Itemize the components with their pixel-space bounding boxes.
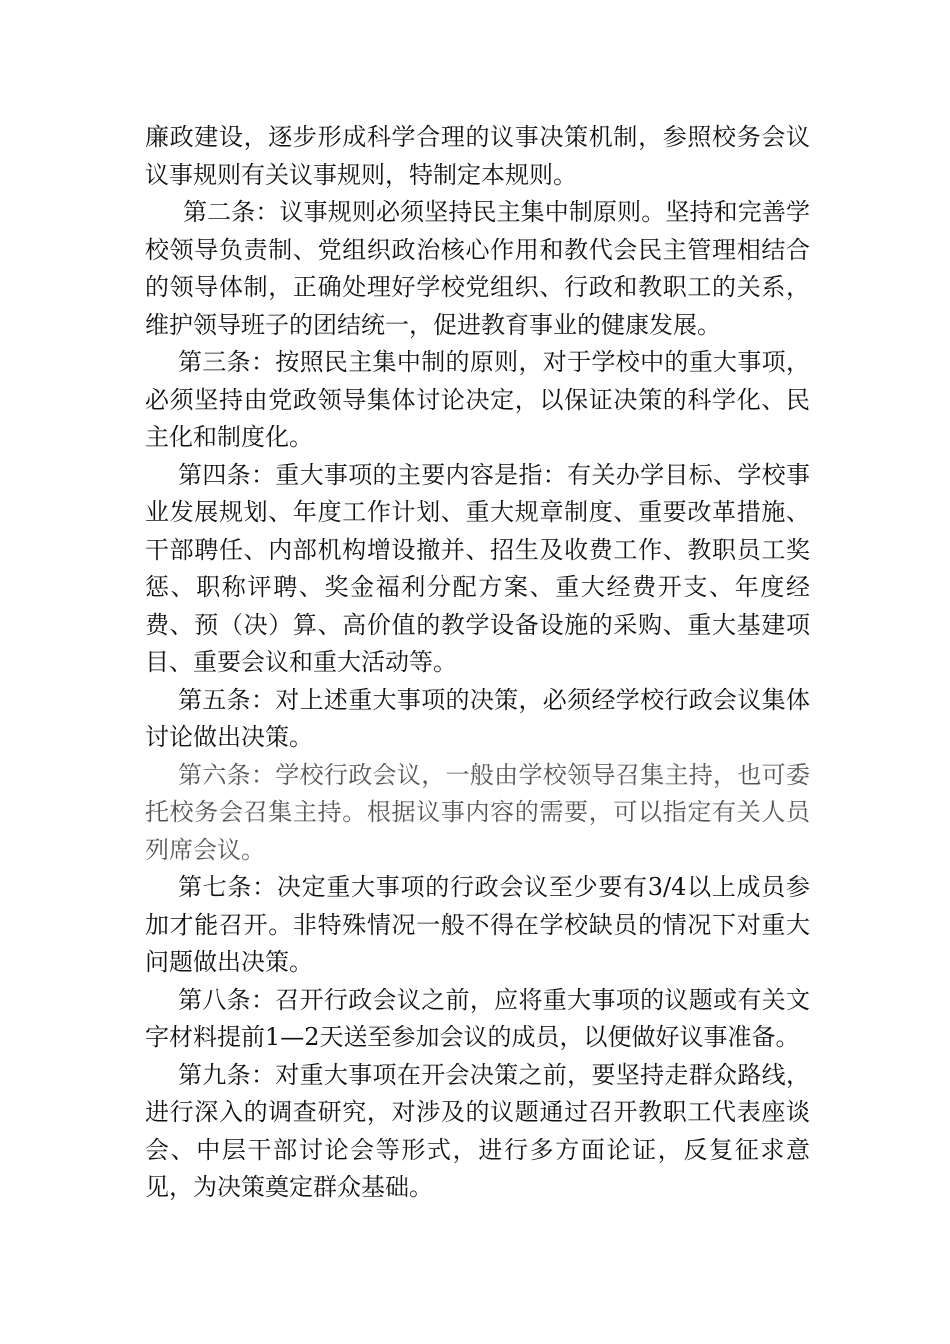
paragraph-article-4: 第四条：重大事项的主要内容是指：有关办学目标、学校事业发展规划、年度工作计划、重大规章制度、重要改革措施、干部聘任、内部机构增设撤并、招生及收费工作、教职员工奖惩、职称评聘、奖金福利分配方案、重大经费开支、年度经费、预（决）算、高价值的教学设备设施的采购、重大基建项目、重要会议和重大活动等。 xyxy=(145,460,810,676)
paragraph-article-3: 第三条：按照民主集中制的原则，对于学校中的重大事项，必须坚持由党政领导集体讨论决定，以保证决策的科学化、民主化和制度化。 xyxy=(145,348,810,451)
paragraph-article-8: 第八条：召开行政会议之前，应将重大事项的议题或有关文字材料提前1—2天送至参加会议的成员，以便做好议事准备。 xyxy=(145,985,810,1051)
paragraph-article-9: 第九条：对重大事项在开会决策之前，要坚持走群众路线，进行深入的调查研究，对涉及的议题通过召开教职工代表座谈会、中层干部讨论会等形式，进行多方面论证，反复征求意见，为决策奠定群众基础。 xyxy=(145,1060,810,1201)
paragraph-article-5: 第五条：对上述重大事项的决策，必须经学校行政会议集体讨论做出决策。 xyxy=(145,685,810,751)
document-page xyxy=(145,119,810,1207)
paragraph-preamble-continuation: 廉政建设，逐步形成科学合理的议事决策机制，参照校务会议议事规则有关议事规则，特制定本规则。 xyxy=(145,123,810,189)
paragraph-article-2: 第二条：议事规则必须坚持民主集中制原则。坚持和完善学校领导负责制、党组织政治核心作用和教代会民主管理相结合的领导体制，正确处理好学校党组织、行政和教职工的关系，维护领导班子的团结统一，促进教育事业的健康发展。 xyxy=(145,198,810,339)
paragraph-article-7: 第七条：决定重大事项的行政会议至少要有3/4以上成员参加才能召开。非特殊情况一般不得在学校缺员的情况下对重大问题做出决策。 xyxy=(145,873,810,976)
paragraph-article-6: 第六条：学校行政会议，一般由学校领导召集主持，也可委托校务会召集主持。根据议事内容的需要，可以指定有关人员列席会议。 xyxy=(145,760,810,864)
